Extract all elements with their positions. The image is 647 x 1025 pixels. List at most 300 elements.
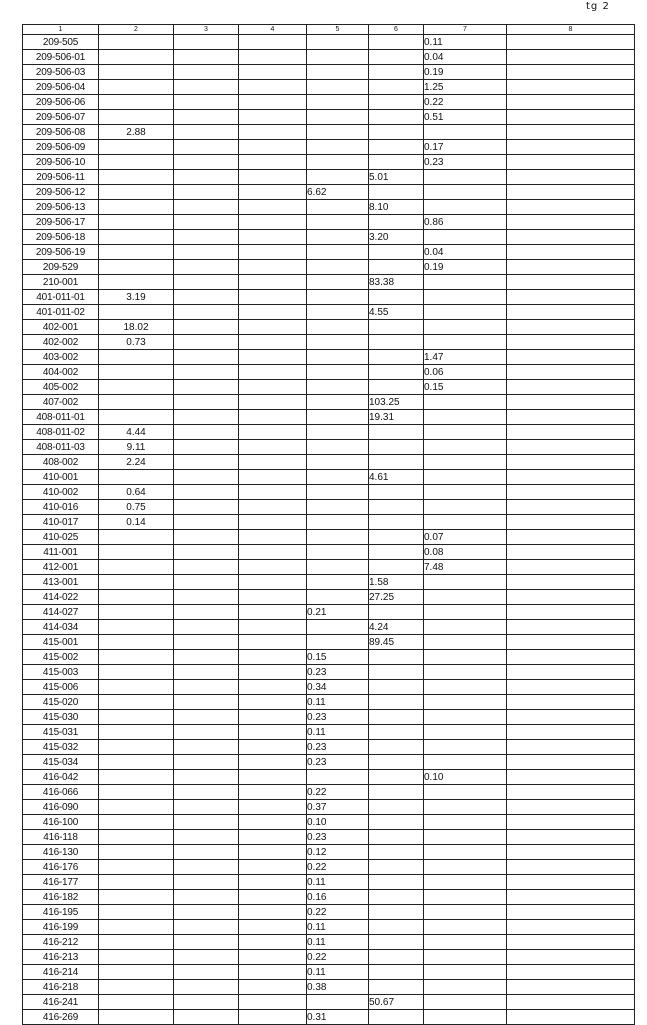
value-cell-c4 [239, 590, 307, 605]
value-cell-c2 [99, 65, 174, 80]
value-cell-c2 [99, 140, 174, 155]
table-row [23, 80, 635, 95]
value-cell-c3 [174, 500, 239, 515]
value-cell-c4 [239, 185, 307, 200]
value-cell-c5 [307, 95, 369, 110]
value-cell-c3 [174, 845, 239, 860]
value-cell-c2 [99, 950, 174, 965]
value-cell-c3 [174, 635, 239, 650]
value-cell-c8 [507, 710, 635, 725]
value-cell-c2 [99, 260, 174, 275]
item-code-cell: 408-011-01 [23, 410, 99, 425]
value-cell-c8 [507, 155, 635, 170]
value-cell-c2 [99, 755, 174, 770]
value-cell-c8 [507, 50, 635, 65]
value-cell-c7 [424, 125, 507, 140]
value-cell-c7 [424, 905, 507, 920]
value-cell-c8 [507, 230, 635, 245]
value-cell-c7: 0.04 [424, 245, 507, 260]
value-cell-c4 [239, 215, 307, 230]
value-cell-c3 [174, 125, 239, 140]
value-cell-c7 [424, 755, 507, 770]
item-code-cell: 408-011-02 [23, 425, 99, 440]
value-cell-c5: 0.23 [307, 755, 369, 770]
item-code-cell: 416-212 [23, 935, 99, 950]
value-cell-c3 [174, 605, 239, 620]
table-row [23, 395, 635, 410]
value-cell-c5 [307, 545, 369, 560]
value-cell-c6 [369, 725, 424, 740]
value-cell-c4 [239, 335, 307, 350]
value-cell-c3 [174, 950, 239, 965]
table-row [23, 665, 635, 680]
value-cell-c8 [507, 815, 635, 830]
table-row [23, 1010, 635, 1025]
value-cell-c3 [174, 470, 239, 485]
value-cell-c6 [369, 320, 424, 335]
value-cell-c7 [424, 170, 507, 185]
value-cell-c8 [507, 890, 635, 905]
table-row [23, 245, 635, 260]
item-code-cell: 209-506-04 [23, 80, 99, 95]
value-cell-c7 [424, 1010, 507, 1025]
value-cell-c4 [239, 830, 307, 845]
table-row [23, 980, 635, 995]
value-cell-c8 [507, 590, 635, 605]
value-cell-c2 [99, 785, 174, 800]
value-cell-c6 [369, 125, 424, 140]
value-cell-c7: 0.86 [424, 215, 507, 230]
value-cell-c5: 0.11 [307, 920, 369, 935]
value-cell-c3 [174, 185, 239, 200]
table-row [23, 755, 635, 770]
value-cell-c8 [507, 650, 635, 665]
item-code-cell: 415-003 [23, 665, 99, 680]
value-cell-c6 [369, 740, 424, 755]
value-cell-c2 [99, 410, 174, 425]
value-cell-c5 [307, 80, 369, 95]
value-cell-c5 [307, 380, 369, 395]
value-cell-c7 [424, 470, 507, 485]
value-cell-c5 [307, 230, 369, 245]
item-code-cell: 416-100 [23, 815, 99, 830]
value-cell-c3 [174, 290, 239, 305]
value-cell-c7 [424, 680, 507, 695]
value-cell-c8 [507, 170, 635, 185]
table-row [23, 50, 635, 65]
value-cell-c6 [369, 605, 424, 620]
value-cell-c6 [369, 290, 424, 305]
table-row [23, 170, 635, 185]
value-cell-c3 [174, 350, 239, 365]
value-cell-c5 [307, 590, 369, 605]
value-cell-c3 [174, 695, 239, 710]
value-cell-c5: 0.22 [307, 785, 369, 800]
item-code-cell: 209-506-12 [23, 185, 99, 200]
value-cell-c2 [99, 710, 174, 725]
table-row [23, 920, 635, 935]
value-cell-c4 [239, 845, 307, 860]
value-cell-c2 [99, 275, 174, 290]
value-cell-c3 [174, 905, 239, 920]
value-cell-c4 [239, 290, 307, 305]
value-cell-c7 [424, 650, 507, 665]
value-cell-c6 [369, 800, 424, 815]
ledger-body [23, 35, 635, 1025]
value-cell-c3 [174, 380, 239, 395]
value-cell-c8 [507, 485, 635, 500]
value-cell-c6 [369, 110, 424, 125]
value-cell-c7 [424, 980, 507, 995]
value-cell-c4 [239, 35, 307, 50]
value-cell-c5 [307, 575, 369, 590]
column-header: 4 [239, 25, 307, 35]
table-row [23, 860, 635, 875]
item-code-cell: 410-002 [23, 485, 99, 500]
table-row [23, 455, 635, 470]
value-cell-c8 [507, 185, 635, 200]
value-cell-c5: 0.11 [307, 695, 369, 710]
table-row [23, 830, 635, 845]
value-cell-c6 [369, 50, 424, 65]
value-cell-c7: 1.47 [424, 350, 507, 365]
value-cell-c8 [507, 860, 635, 875]
table-row [23, 740, 635, 755]
value-cell-c5 [307, 65, 369, 80]
value-cell-c7: 0.04 [424, 50, 507, 65]
value-cell-c4 [239, 305, 307, 320]
item-code-cell: 416-177 [23, 875, 99, 890]
table-row [23, 500, 635, 515]
value-cell-c8 [507, 140, 635, 155]
value-cell-c2: 0.73 [99, 335, 174, 350]
value-cell-c7 [424, 455, 507, 470]
item-code-cell: 414-027 [23, 605, 99, 620]
table-row [23, 530, 635, 545]
table-row [23, 305, 635, 320]
value-cell-c3 [174, 260, 239, 275]
value-cell-c2 [99, 815, 174, 830]
value-cell-c3 [174, 965, 239, 980]
table-row [23, 680, 635, 695]
value-cell-c5 [307, 335, 369, 350]
item-code-cell: 209-505 [23, 35, 99, 50]
item-code-cell: 209-506-03 [23, 65, 99, 80]
value-cell-c2 [99, 995, 174, 1010]
value-cell-c7 [424, 800, 507, 815]
value-cell-c3 [174, 740, 239, 755]
value-cell-c4 [239, 935, 307, 950]
value-cell-c6 [369, 860, 424, 875]
item-code-cell: 209-506-10 [23, 155, 99, 170]
value-cell-c3 [174, 485, 239, 500]
value-cell-c8 [507, 935, 635, 950]
value-cell-c3 [174, 80, 239, 95]
value-cell-c2 [99, 155, 174, 170]
value-cell-c4 [239, 155, 307, 170]
item-code-cell: 416-090 [23, 800, 99, 815]
value-cell-c7 [424, 575, 507, 590]
value-cell-c6 [369, 140, 424, 155]
item-code-cell: 416-195 [23, 905, 99, 920]
value-cell-c2: 9.11 [99, 440, 174, 455]
value-cell-c7 [424, 605, 507, 620]
item-code-cell: 403-002 [23, 350, 99, 365]
item-code-cell: 209-506-17 [23, 215, 99, 230]
value-cell-c8 [507, 920, 635, 935]
value-cell-c3 [174, 440, 239, 455]
value-cell-c3 [174, 590, 239, 605]
item-code-cell: 416-214 [23, 965, 99, 980]
value-cell-c2 [99, 245, 174, 260]
value-cell-c5: 0.23 [307, 665, 369, 680]
value-cell-c4 [239, 755, 307, 770]
value-cell-c8 [507, 335, 635, 350]
value-cell-c8 [507, 740, 635, 755]
value-cell-c6: 4.61 [369, 470, 424, 485]
value-cell-c6 [369, 185, 424, 200]
table-row [23, 320, 635, 335]
value-cell-c3 [174, 680, 239, 695]
item-code-cell: 416-213 [23, 950, 99, 965]
value-cell-c4 [239, 920, 307, 935]
table-row [23, 290, 635, 305]
table-row [23, 275, 635, 290]
value-cell-c4 [239, 410, 307, 425]
table-row [23, 650, 635, 665]
item-code-cell: 401-011-01 [23, 290, 99, 305]
value-cell-c6: 27.25 [369, 590, 424, 605]
value-cell-c5 [307, 275, 369, 290]
column-header: 1 [23, 25, 99, 35]
value-cell-c7 [424, 950, 507, 965]
value-cell-c5: 0.38 [307, 980, 369, 995]
value-cell-c5 [307, 635, 369, 650]
value-cell-c8 [507, 785, 635, 800]
value-cell-c3 [174, 725, 239, 740]
table-row [23, 35, 635, 50]
value-cell-c3 [174, 95, 239, 110]
value-cell-c3 [174, 230, 239, 245]
value-cell-c2 [99, 545, 174, 560]
value-cell-c5: 0.23 [307, 710, 369, 725]
value-cell-c2 [99, 80, 174, 95]
value-cell-c5 [307, 125, 369, 140]
value-cell-c3 [174, 410, 239, 425]
value-cell-c4 [239, 695, 307, 710]
value-cell-c4 [239, 440, 307, 455]
table-row [23, 965, 635, 980]
item-code-cell: 416-042 [23, 770, 99, 785]
value-cell-c4 [239, 950, 307, 965]
value-cell-c4 [239, 740, 307, 755]
value-cell-c8 [507, 275, 635, 290]
item-code-cell: 209-506-11 [23, 170, 99, 185]
value-cell-c5: 0.22 [307, 950, 369, 965]
value-cell-c2 [99, 695, 174, 710]
value-cell-c4 [239, 380, 307, 395]
value-cell-c5 [307, 410, 369, 425]
value-cell-c4 [239, 230, 307, 245]
value-cell-c3 [174, 875, 239, 890]
value-cell-c4 [239, 710, 307, 725]
table-row [23, 800, 635, 815]
value-cell-c2 [99, 215, 174, 230]
value-cell-c4 [239, 770, 307, 785]
value-cell-c7 [424, 830, 507, 845]
value-cell-c7 [424, 185, 507, 200]
value-cell-c5: 0.12 [307, 845, 369, 860]
column-header: 5 [307, 25, 369, 35]
value-cell-c2: 0.75 [99, 500, 174, 515]
value-cell-c6 [369, 980, 424, 995]
value-cell-c7 [424, 335, 507, 350]
ledger-table [22, 24, 635, 1025]
value-cell-c4 [239, 455, 307, 470]
value-cell-c3 [174, 545, 239, 560]
value-cell-c2: 18.02 [99, 320, 174, 335]
page-number: tg 2 [586, 1, 610, 12]
value-cell-c4 [239, 470, 307, 485]
value-cell-c4 [239, 95, 307, 110]
value-cell-c2 [99, 635, 174, 650]
value-cell-c7: 0.22 [424, 95, 507, 110]
value-cell-c4 [239, 245, 307, 260]
value-cell-c3 [174, 335, 239, 350]
value-cell-c7 [424, 410, 507, 425]
item-code-cell: 413-001 [23, 575, 99, 590]
table-row [23, 875, 635, 890]
value-cell-c5 [307, 170, 369, 185]
item-code-cell: 404-002 [23, 365, 99, 380]
item-code-cell: 410-017 [23, 515, 99, 530]
value-cell-c3 [174, 770, 239, 785]
item-code-cell: 415-001 [23, 635, 99, 650]
value-cell-c7: 0.17 [424, 140, 507, 155]
value-cell-c6 [369, 440, 424, 455]
table-row [23, 260, 635, 275]
value-cell-c2 [99, 605, 174, 620]
table-row [23, 905, 635, 920]
value-cell-c5: 0.11 [307, 965, 369, 980]
value-cell-c7 [424, 440, 507, 455]
value-cell-c5: 0.10 [307, 815, 369, 830]
table-row [23, 140, 635, 155]
value-cell-c7: 0.08 [424, 545, 507, 560]
value-cell-c6 [369, 710, 424, 725]
value-cell-c3 [174, 215, 239, 230]
value-cell-c4 [239, 350, 307, 365]
value-cell-c8 [507, 620, 635, 635]
value-cell-c3 [174, 170, 239, 185]
value-cell-c7: 0.51 [424, 110, 507, 125]
value-cell-c4 [239, 875, 307, 890]
value-cell-c6: 4.24 [369, 620, 424, 635]
value-cell-c8 [507, 830, 635, 845]
table-row [23, 230, 635, 245]
table-row [23, 545, 635, 560]
value-cell-c8 [507, 545, 635, 560]
item-code-cell: 209-506-19 [23, 245, 99, 260]
value-cell-c7 [424, 500, 507, 515]
value-cell-c5: 0.21 [307, 605, 369, 620]
value-cell-c5 [307, 260, 369, 275]
value-cell-c4 [239, 515, 307, 530]
value-cell-c5 [307, 200, 369, 215]
value-cell-c3 [174, 995, 239, 1010]
table-row [23, 935, 635, 950]
value-cell-c6 [369, 65, 424, 80]
value-cell-c6: 1.58 [369, 575, 424, 590]
value-cell-c2 [99, 935, 174, 950]
item-code-cell: 416-241 [23, 995, 99, 1010]
value-cell-c6 [369, 425, 424, 440]
value-cell-c5 [307, 305, 369, 320]
item-code-cell: 209-506-07 [23, 110, 99, 125]
value-cell-c4 [239, 665, 307, 680]
value-cell-c2: 2.24 [99, 455, 174, 470]
table-row [23, 335, 635, 350]
value-cell-c2: 4.44 [99, 425, 174, 440]
value-cell-c4 [239, 395, 307, 410]
item-code-cell: 410-025 [23, 530, 99, 545]
value-cell-c4 [239, 635, 307, 650]
value-cell-c7 [424, 785, 507, 800]
column-header: 7 [424, 25, 507, 35]
value-cell-c8 [507, 965, 635, 980]
item-code-cell: 415-006 [23, 680, 99, 695]
item-code-cell: 416-218 [23, 980, 99, 995]
value-cell-c5 [307, 560, 369, 575]
value-cell-c4 [239, 80, 307, 95]
value-cell-c7 [424, 635, 507, 650]
value-cell-c6 [369, 95, 424, 110]
value-cell-c7 [424, 620, 507, 635]
table-row [23, 440, 635, 455]
value-cell-c7 [424, 290, 507, 305]
item-code-cell: 415-030 [23, 710, 99, 725]
value-cell-c8 [507, 575, 635, 590]
table-row [23, 815, 635, 830]
table-row [23, 215, 635, 230]
value-cell-c8 [507, 605, 635, 620]
value-cell-c6 [369, 830, 424, 845]
column-header: 3 [174, 25, 239, 35]
value-cell-c6 [369, 680, 424, 695]
value-cell-c3 [174, 890, 239, 905]
value-cell-c6 [369, 515, 424, 530]
value-cell-c4 [239, 800, 307, 815]
table-row [23, 560, 635, 575]
value-cell-c7: 0.10 [424, 770, 507, 785]
table-row [23, 365, 635, 380]
value-cell-c3 [174, 575, 239, 590]
value-cell-c4 [239, 500, 307, 515]
value-cell-c5 [307, 620, 369, 635]
value-cell-c5 [307, 365, 369, 380]
value-cell-c3 [174, 305, 239, 320]
value-cell-c2 [99, 350, 174, 365]
value-cell-c2 [99, 860, 174, 875]
value-cell-c4 [239, 560, 307, 575]
value-cell-c7: 0.06 [424, 365, 507, 380]
value-cell-c4 [239, 785, 307, 800]
value-cell-c8 [507, 560, 635, 575]
value-cell-c6 [369, 785, 424, 800]
value-cell-c8 [507, 65, 635, 80]
item-code-cell: 408-011-03 [23, 440, 99, 455]
value-cell-c7: 0.15 [424, 380, 507, 395]
